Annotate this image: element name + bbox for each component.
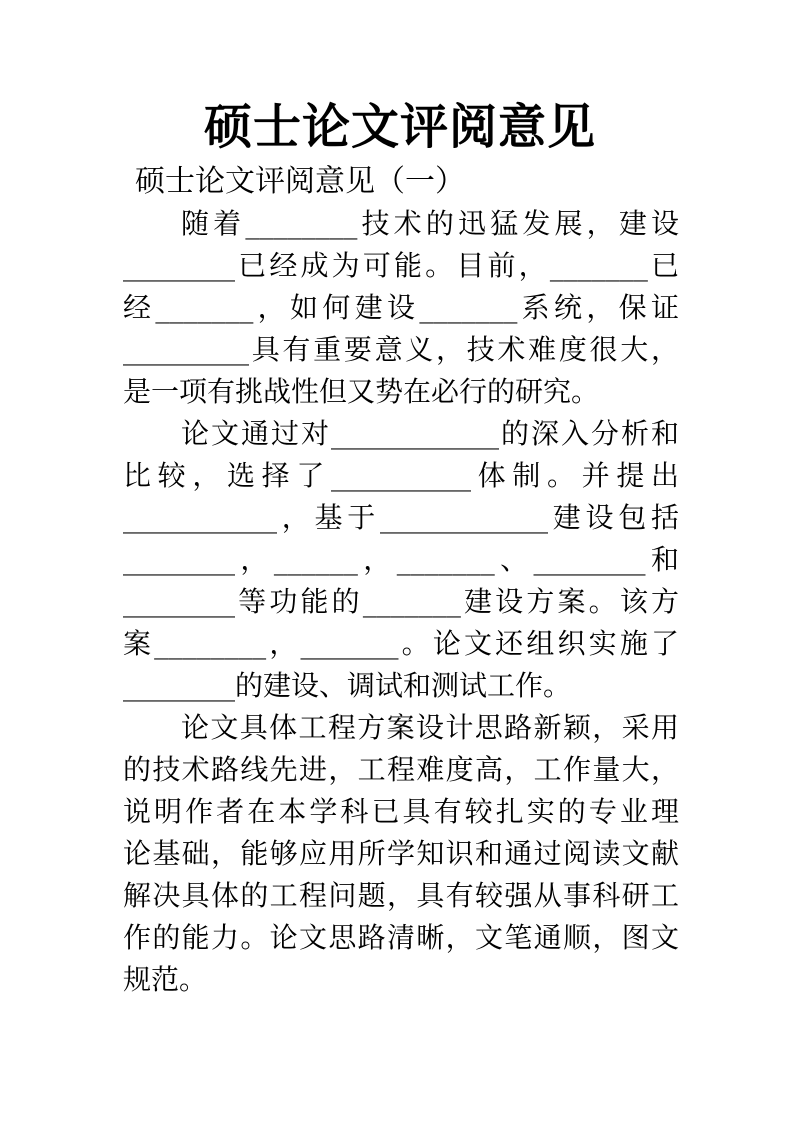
text-line: 论基础，能够应用所学知识和通过阅读文献 [123,837,679,870]
text-line: 说明作者在本学科已具有较扎实的专业理 [123,795,679,828]
text-line: 作的能力。论文思路清晰，文笔通顺，图文 [123,921,679,954]
text-line: 论文通过对____________的深入分析和 [181,417,679,450]
text-line: 随着________技术的迅猛发展，建设 [181,207,679,240]
text-line: 是一项有挑战性但又势在必行的研究。 [123,375,600,408]
text-line: 的技术路线先进，工程难度高，工作量大， [123,753,679,786]
text-line: 比较，选择了__________体制。并提出 [123,459,679,492]
text-line: ________，______，_______、________和 [123,543,679,576]
text-line: _________具有重要意义，技术难度很大， [123,333,679,366]
document-title: 硕士论文评阅意见 [203,99,596,155]
document-subtitle: 硕士论文评阅意见（一） [135,164,465,199]
text-line: ________已经成为可能。目前，_______已 [123,249,679,282]
text-line: 案________，_______。论文还组织实施了 [123,627,679,660]
text-line: ________等功能的_______建设方案。该方 [123,585,679,618]
text-line: 论文具体工程方案设计思路新颖，采用 [181,711,679,744]
text-line: ___________，基于____________建设包括 [123,501,679,534]
text-line: 经_______，如何建设_______系统，保证 [123,291,679,324]
text-line: 规范。 [123,963,208,996]
text-line: 解决具体的工程问题，具有较强从事科研工 [123,879,679,912]
text-line: ________的建设、调试和测试工作。 [123,669,572,702]
